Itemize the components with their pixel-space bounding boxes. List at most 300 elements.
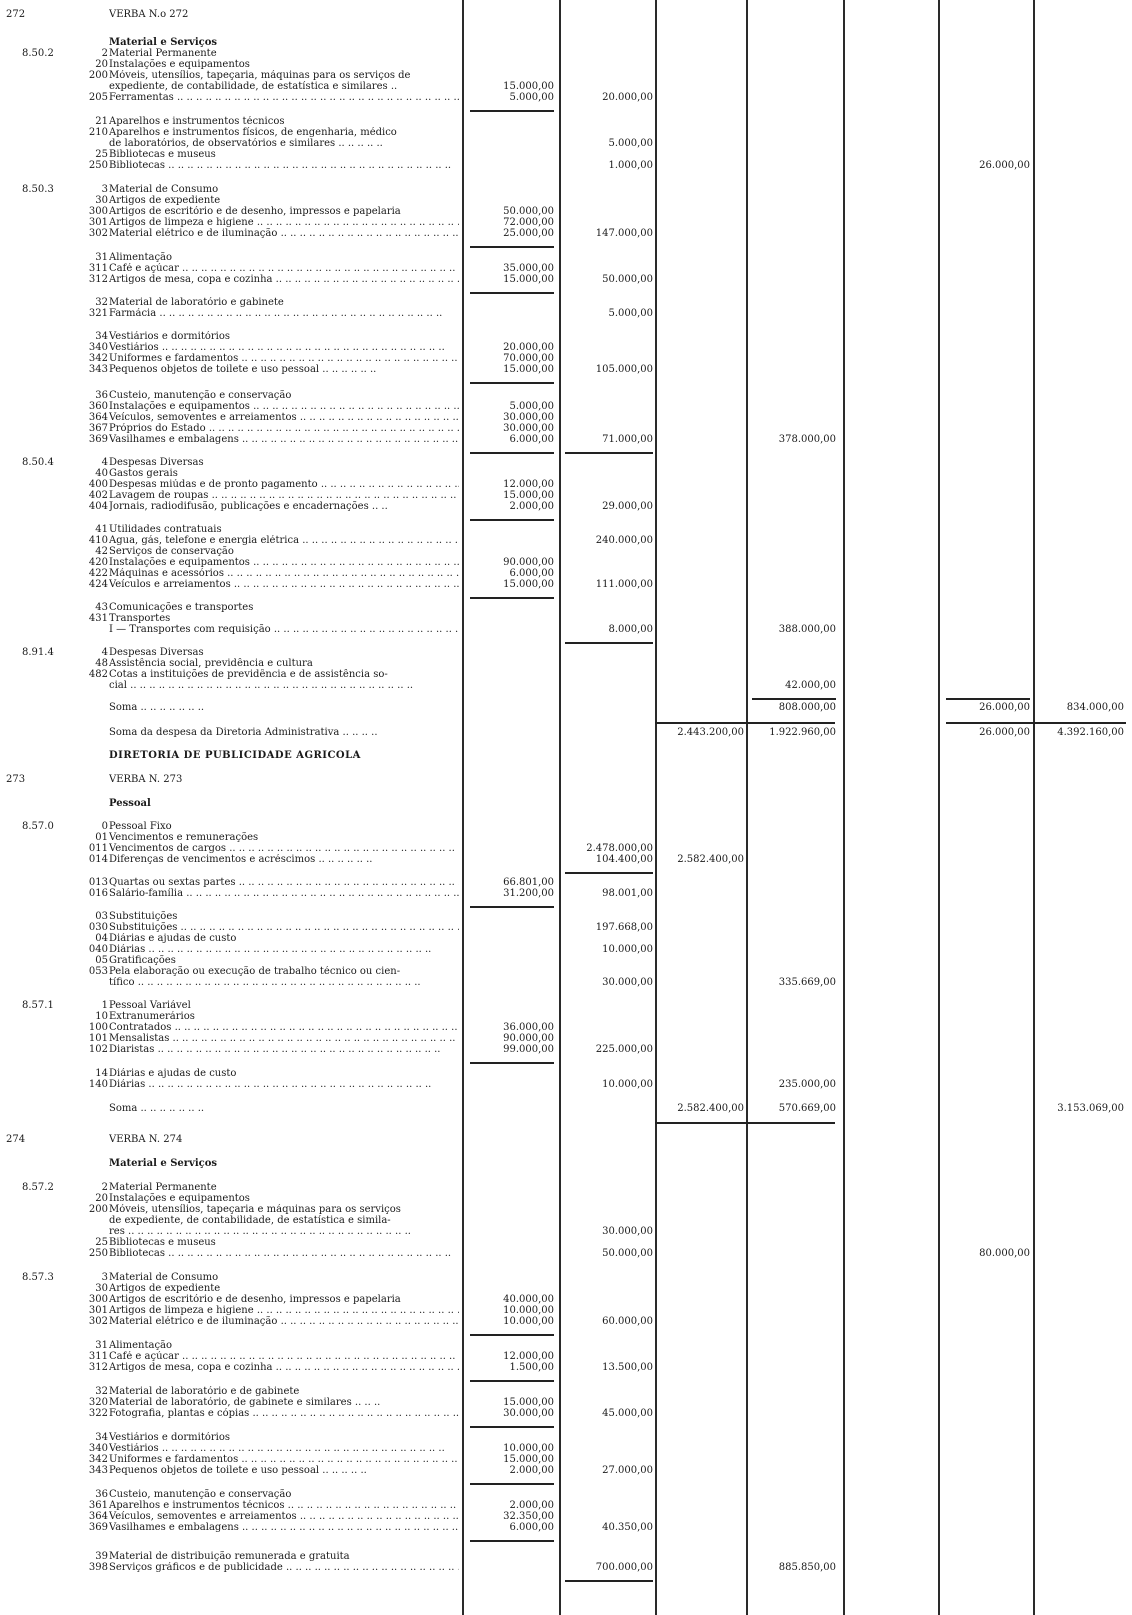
ledger-row xyxy=(0,798,1132,809)
total-rule xyxy=(946,722,1126,724)
subtotal-rule xyxy=(565,642,653,644)
amount-col-2: 8.000,00 xyxy=(608,624,653,635)
ledger-row xyxy=(0,843,1132,854)
ledger-row xyxy=(0,1351,1132,1362)
amount-col-2: 98.001,00 xyxy=(602,888,653,899)
subtotal-rule xyxy=(565,452,653,454)
element-code: 0 xyxy=(101,821,108,832)
ledger-row xyxy=(0,1465,1132,1476)
amount-col-6: 26.000,00 xyxy=(979,160,1030,171)
amount-col-1: 15.000,00 xyxy=(503,579,554,590)
ledger-row xyxy=(0,127,1132,138)
item-description: Veículos, semoventes e arreiamentos .. .. xyxy=(109,1511,459,1522)
amount-col-1: 2.000,00 xyxy=(509,1500,554,1511)
element-code: 2 xyxy=(101,1182,108,1193)
item-description: Alimentação xyxy=(109,1340,173,1351)
amount-col-2: 29.000,00 xyxy=(602,501,653,512)
ledger-row xyxy=(0,1386,1132,1397)
element-code: 01 xyxy=(95,832,108,843)
ledger-row xyxy=(0,680,1132,691)
ledger-row xyxy=(0,401,1132,412)
element-code: 053 xyxy=(88,966,108,977)
item-description: Aparelhos e instrumentos técnicos xyxy=(109,116,285,127)
element-code: 4 xyxy=(101,457,108,468)
subtotal-rule xyxy=(470,1062,554,1064)
ledger-row xyxy=(0,252,1132,263)
item-description: Material de laboratório e de gabinete xyxy=(109,1386,300,1397)
ledger-row xyxy=(0,1011,1132,1022)
item-description: Bibliotecas .. .. xyxy=(109,160,459,171)
amount-col-1: 15.000,00 xyxy=(503,1454,554,1465)
section-code: 8.57.1 xyxy=(22,1000,54,1011)
item-description: Artigos de limpeza e higiene .. .. xyxy=(109,217,459,228)
verba-number: 273 xyxy=(6,774,26,785)
item-description: Uniformes e fardamentos .. .. xyxy=(109,353,459,364)
element-code: 31 xyxy=(95,252,108,263)
amount-col-1: 30.000,00 xyxy=(503,423,554,434)
item-description: Serviços de conservação xyxy=(109,546,234,557)
element-code: 369 xyxy=(88,434,108,445)
element-code: 43 xyxy=(95,602,108,613)
amount-col-1: 15.000,00 xyxy=(503,1397,554,1408)
element-code: 05 xyxy=(95,955,108,966)
subtotal-rule xyxy=(946,698,1030,700)
item-description: Diaristas .. .. xyxy=(109,1044,459,1055)
item-description: Artigos de expediente xyxy=(109,1283,221,1294)
element-code: 1 xyxy=(101,1000,108,1011)
item-description: Diárias e ajudas de custo xyxy=(109,1068,237,1079)
ledger-row xyxy=(0,1489,1132,1500)
element-code: 03 xyxy=(95,911,108,922)
amount-col-4: 885.850,00 xyxy=(778,1562,836,1573)
element-code: 25 xyxy=(95,149,108,160)
item-description: Extranumerários xyxy=(109,1011,195,1022)
amount-col-4: 808.000,00 xyxy=(778,702,836,713)
item-description: Soma .. .. .. .. .. .. .. xyxy=(109,702,205,713)
element-code: 321 xyxy=(88,308,108,319)
element-code: 250 xyxy=(88,160,108,171)
item-description: Despesas Diversas xyxy=(109,457,204,468)
ledger-row xyxy=(0,602,1132,613)
ledger-row xyxy=(0,1305,1132,1316)
item-description: Cotas a instituições de previdência e de assistência so- xyxy=(109,669,388,680)
ledger-row xyxy=(0,1511,1132,1522)
ledger-row xyxy=(0,1340,1132,1351)
ledger-row xyxy=(0,1022,1132,1033)
amount-col-3: 2.582.400,00 xyxy=(677,854,744,865)
item-description: Material de laboratório e gabinete xyxy=(109,297,284,308)
subtotal-rule xyxy=(470,519,554,521)
item-description: Material de Consumo xyxy=(109,1272,219,1283)
amount-col-2: 10.000,00 xyxy=(602,1079,653,1090)
item-description: Vencimentos de cargos .. .. xyxy=(109,843,459,854)
element-code: 200 xyxy=(88,1204,108,1215)
amount-col-2: 30.000,00 xyxy=(602,1226,653,1237)
element-code: 4 xyxy=(101,647,108,658)
ledger-row xyxy=(0,579,1132,590)
element-code: 04 xyxy=(95,933,108,944)
subtotal-rule xyxy=(470,382,554,384)
element-code: 410 xyxy=(88,535,108,546)
element-code: 320 xyxy=(88,1397,108,1408)
amount-col-2: 700.000,00 xyxy=(595,1562,653,1573)
element-code: 342 xyxy=(88,353,108,364)
subtotal-rule xyxy=(470,292,554,294)
ledger-row xyxy=(0,479,1132,490)
element-code: 400 xyxy=(88,479,108,490)
amount-col-4: 335.669,00 xyxy=(778,977,836,988)
section-code: 8.91.4 xyxy=(22,647,54,658)
item-description: Alimentação xyxy=(109,252,173,263)
amount-col-2: 20.000,00 xyxy=(602,92,653,103)
amount-col-1: 6.000,00 xyxy=(509,434,554,445)
amount-col-1: 90.000,00 xyxy=(503,557,554,568)
ledger-row xyxy=(0,217,1132,228)
ledger-row xyxy=(0,1454,1132,1465)
amount-col-7: 4.392.160,00 xyxy=(1057,727,1124,738)
element-code: 361 xyxy=(88,1500,108,1511)
amount-col-2: 5.000,00 xyxy=(608,138,653,149)
item-description: Material Permanente xyxy=(109,48,217,59)
subtotal-rule xyxy=(470,906,554,908)
element-code: 431 xyxy=(88,613,108,624)
element-code: 41 xyxy=(95,524,108,535)
element-code: 31 xyxy=(95,1340,108,1351)
item-description: Despesas miúdas e de pronto pagamento .. .. xyxy=(109,479,459,490)
item-description: Pessoal Fixo xyxy=(109,821,172,832)
ledger-row xyxy=(0,274,1132,285)
ledger-row xyxy=(0,9,1132,20)
ledger-row xyxy=(0,1500,1132,1511)
amount-col-1: 5.000,00 xyxy=(509,92,554,103)
amount-col-1: 5.000,00 xyxy=(509,401,554,412)
ledger-row xyxy=(0,412,1132,423)
item-description: DIRETORIA DE PUBLICIDADE AGRÍCOLA xyxy=(109,750,361,761)
element-code: 343 xyxy=(88,1465,108,1476)
verba-number: 274 xyxy=(6,1134,26,1145)
item-description: Ferramentas .. .. xyxy=(109,92,459,103)
element-code: 322 xyxy=(88,1408,108,1419)
element-code: 011 xyxy=(88,843,108,854)
element-code: 302 xyxy=(88,228,108,239)
ledger-row xyxy=(0,1283,1132,1294)
item-description: Instalações e equipamentos .. .. xyxy=(109,401,459,412)
item-description: Diferenças de vencimentos e acréscimos .. .. .. .. .. .. xyxy=(109,854,373,865)
amount-col-3: 2.443.200,00 xyxy=(677,727,744,738)
element-code: 30 xyxy=(95,1283,108,1294)
amount-col-6: 26.000,00 xyxy=(979,727,1030,738)
amount-col-2: 147.000,00 xyxy=(595,228,653,239)
element-code: 42 xyxy=(95,546,108,557)
element-code: 101 xyxy=(88,1033,108,1044)
element-code: 39 xyxy=(95,1551,108,1562)
element-code: 10 xyxy=(95,1011,108,1022)
ledger-row xyxy=(0,1316,1132,1327)
amount-col-4: 378.000,00 xyxy=(778,434,836,445)
item-description: Artigos de mesa, copa e cozinha .. .. xyxy=(109,274,459,285)
element-code: 360 xyxy=(88,401,108,412)
ledger-row xyxy=(0,149,1132,160)
element-code: 014 xyxy=(88,854,108,865)
section-code: 8.50.4 xyxy=(22,457,54,468)
item-description: Café e açúcar .. .. xyxy=(109,263,459,274)
ledger-row xyxy=(0,658,1132,669)
item-description: Uniformes e fardamentos .. .. xyxy=(109,1454,459,1465)
item-description: Máquinas e acessórios .. .. xyxy=(109,568,459,579)
item-description: Soma .. .. .. .. .. .. .. xyxy=(109,1103,205,1114)
subtotal-rule xyxy=(470,1380,554,1382)
amount-col-4: 42.000,00 xyxy=(785,680,836,691)
ledger-row xyxy=(0,1443,1132,1454)
ledger-row xyxy=(0,37,1132,48)
item-description: Jornais, radiodifusão, publicações e encadernações .. .. xyxy=(109,501,388,512)
element-code: 302 xyxy=(88,1316,108,1327)
total-rule xyxy=(655,1122,835,1124)
ledger-row xyxy=(0,877,1132,888)
item-description: Utilidades contratuais xyxy=(109,524,222,535)
amount-col-1: 10.000,00 xyxy=(503,1316,554,1327)
subtotal-rule xyxy=(470,1426,554,1428)
ledger-row xyxy=(0,342,1132,353)
ledger-row xyxy=(0,1522,1132,1533)
amount-col-2: 50.000,00 xyxy=(602,274,653,285)
amount-col-4: 388.000,00 xyxy=(778,624,836,635)
amount-col-2: 50.000,00 xyxy=(602,1248,653,1259)
ledger-row xyxy=(0,944,1132,955)
ledger-row xyxy=(0,1079,1132,1090)
amount-col-2: 5.000,00 xyxy=(608,308,653,319)
amount-col-2: 71.000,00 xyxy=(602,434,653,445)
item-description: Fotografia, plantas e cópias .. .. xyxy=(109,1408,459,1419)
ledger-row xyxy=(0,1000,1132,1011)
ledger-row xyxy=(0,524,1132,535)
element-code: 312 xyxy=(88,1362,108,1373)
item-description: Lavagem de roupas .. .. xyxy=(109,490,459,501)
section-code: 8.57.3 xyxy=(22,1272,54,1283)
item-description: Vestiários .. .. xyxy=(109,1443,459,1454)
element-code: 100 xyxy=(88,1022,108,1033)
ledger-row xyxy=(0,1103,1132,1114)
subtotal-rule xyxy=(565,1580,653,1582)
ledger-row xyxy=(0,1182,1132,1193)
amount-col-1: 12.000,00 xyxy=(503,1351,554,1362)
element-code: 30 xyxy=(95,195,108,206)
amount-col-2: 60.000,00 xyxy=(602,1316,653,1327)
ledger-row xyxy=(0,832,1132,843)
section-code: 8.50.2 xyxy=(22,48,54,59)
ledger-row xyxy=(0,423,1132,434)
element-code: 040 xyxy=(88,944,108,955)
item-description: Assistência social, previdência e cultura xyxy=(109,658,313,669)
element-code: 364 xyxy=(88,1511,108,1522)
amount-col-6: 26.000,00 xyxy=(979,702,1030,713)
amount-col-1: 99.000,00 xyxy=(503,1044,554,1055)
item-description: Vestiários e dormitórios xyxy=(109,331,230,342)
item-description: Artigos de escritório e de desenho, impressos e papelaria xyxy=(109,206,401,217)
ledger-row xyxy=(0,750,1132,761)
subtotal-rule xyxy=(470,1483,554,1485)
element-code: 312 xyxy=(88,274,108,285)
item-description: de expediente, de contabilidade, de estatística e simila- xyxy=(109,1215,391,1226)
element-code: 21 xyxy=(95,116,108,127)
item-description: Instalações e equipamentos .. .. xyxy=(109,557,459,568)
amount-col-1: 12.000,00 xyxy=(503,479,554,490)
element-code: 34 xyxy=(95,1432,108,1443)
element-code: 364 xyxy=(88,412,108,423)
item-description: Próprios do Estado .. .. xyxy=(109,423,459,434)
amount-col-6: 80.000,00 xyxy=(979,1248,1030,1259)
item-description: Material elétrico e de iluminação .. .. xyxy=(109,1316,459,1327)
item-description: I — Transportes com requisição .. .. xyxy=(109,624,459,635)
item-description: Transportes xyxy=(109,613,171,624)
ledger-row xyxy=(0,911,1132,922)
element-code: 32 xyxy=(95,1386,108,1397)
item-description: Material Permanente xyxy=(109,1182,217,1193)
item-description: VERBA N. 273 xyxy=(109,774,183,785)
element-code: 420 xyxy=(88,557,108,568)
element-code: 300 xyxy=(88,1294,108,1305)
item-description: Instalações e equipamentos xyxy=(109,59,250,70)
ledger-row xyxy=(0,228,1132,239)
element-code: 343 xyxy=(88,364,108,375)
element-code: 340 xyxy=(88,342,108,353)
item-description: Mensalistas .. .. xyxy=(109,1033,459,1044)
amount-col-1: 15.000,00 xyxy=(503,364,554,375)
element-code: 404 xyxy=(88,501,108,512)
ledger-row xyxy=(0,308,1132,319)
element-code: 340 xyxy=(88,1443,108,1454)
item-description: Quartas ou sextas partes .. .. xyxy=(109,877,459,888)
element-code: 3 xyxy=(101,1272,108,1283)
ledger-row xyxy=(0,955,1132,966)
ledger-row xyxy=(0,434,1132,445)
element-code: 2 xyxy=(101,48,108,59)
amount-col-1: 10.000,00 xyxy=(503,1305,554,1316)
element-code: 40 xyxy=(95,468,108,479)
ledger-row xyxy=(0,70,1132,81)
amount-col-2: 45.000,00 xyxy=(602,1408,653,1419)
element-code: 36 xyxy=(95,390,108,401)
item-description: Café e açúcar .. .. xyxy=(109,1351,459,1362)
item-description: Diárias .. .. xyxy=(109,944,459,955)
subtotal-rule xyxy=(470,1540,554,1542)
ledger-row xyxy=(0,1237,1132,1248)
subtotal-rule xyxy=(470,1334,554,1336)
ledger-row xyxy=(0,821,1132,832)
amount-col-1: 15.000,00 xyxy=(503,81,554,92)
ledger-row xyxy=(0,922,1132,933)
element-code: 20 xyxy=(95,59,108,70)
item-description: Material de laboratório, de gabinete e similares .. .. .. xyxy=(109,1397,381,1408)
amount-col-2: 197.668,00 xyxy=(595,922,653,933)
item-description: Aparelhos e instrumentos técnicos .. .. xyxy=(109,1500,459,1511)
section-code: 8.50.3 xyxy=(22,184,54,195)
element-code: 36 xyxy=(95,1489,108,1500)
ledger-row xyxy=(0,160,1132,171)
ledger-row xyxy=(0,353,1132,364)
ledger-row xyxy=(0,1204,1132,1215)
amount-col-2: 104.400,00 xyxy=(595,854,653,865)
item-description: Diárias .. .. xyxy=(109,1079,459,1090)
subtotal-rule xyxy=(470,246,554,248)
item-description: Substituições xyxy=(109,911,178,922)
ledger-row xyxy=(0,933,1132,944)
amount-col-2: 10.000,00 xyxy=(602,944,653,955)
item-description: res .. .. xyxy=(109,1226,459,1237)
ledger-row xyxy=(0,888,1132,899)
item-description: Artigos de expediente xyxy=(109,195,221,206)
item-description: Vasilhames e embalagens .. .. xyxy=(109,434,459,445)
element-code: 398 xyxy=(88,1562,108,1573)
ledger-row xyxy=(0,966,1132,977)
ledger-row xyxy=(0,702,1132,713)
ledger-row xyxy=(0,854,1132,865)
ledger-row xyxy=(0,195,1132,206)
ledger-row xyxy=(0,206,1132,217)
element-code: 482 xyxy=(88,669,108,680)
ledger-row xyxy=(0,1432,1132,1443)
item-description: Pessoal Variável xyxy=(109,1000,191,1011)
ledger-row xyxy=(0,1226,1132,1237)
ledger-row xyxy=(0,535,1132,546)
ledger-row xyxy=(0,1068,1132,1079)
ledger-row xyxy=(0,457,1132,468)
element-code: 013 xyxy=(88,877,108,888)
ledger-row xyxy=(0,557,1132,568)
element-code: 311 xyxy=(88,263,108,274)
item-description: Salário-família .. .. xyxy=(109,888,459,899)
ledger-row xyxy=(0,1134,1132,1145)
ledger-row xyxy=(0,669,1132,680)
ledger-row xyxy=(0,92,1132,103)
ledger-row xyxy=(0,390,1132,401)
ledger-row xyxy=(0,59,1132,70)
item-description: expediente, de contabilidade, de estatística e similares .. xyxy=(109,81,398,92)
item-description: Vestiários .. .. xyxy=(109,342,459,353)
item-description: VERBA N. 274 xyxy=(109,1134,183,1145)
amount-col-2: 30.000,00 xyxy=(602,977,653,988)
amount-col-1: 10.000,00 xyxy=(503,1443,554,1454)
ledger-row xyxy=(0,546,1132,557)
item-description: Bibliotecas e museus xyxy=(109,1237,216,1248)
ledger-row xyxy=(0,727,1132,738)
item-description: Artigos de mesa, copa e cozinha .. .. xyxy=(109,1362,459,1373)
ledger-row xyxy=(0,624,1132,635)
item-description: Vasilhames e embalagens .. .. xyxy=(109,1522,459,1533)
amount-col-2: 105.000,00 xyxy=(595,364,653,375)
item-description: Gratificações xyxy=(109,955,176,966)
element-code: 402 xyxy=(88,490,108,501)
element-code: 367 xyxy=(88,423,108,434)
item-description: Comunicações e transportes xyxy=(109,602,254,613)
ledger-row xyxy=(0,116,1132,127)
amount-col-1: 35.000,00 xyxy=(503,263,554,274)
amount-col-1: 6.000,00 xyxy=(509,568,554,579)
ledger-row xyxy=(0,81,1132,92)
amount-col-1: 2.000,00 xyxy=(509,1465,554,1476)
item-description: Material de distribuição remunerada e gratuita xyxy=(109,1551,350,1562)
item-description: Farmácia .. .. xyxy=(109,308,459,319)
item-description: Contratados .. .. xyxy=(109,1022,459,1033)
item-description: Pessoal xyxy=(109,798,151,809)
ledger-row xyxy=(0,297,1132,308)
amount-col-1: 32.350,00 xyxy=(503,1511,554,1522)
amount-col-4: 1.922.960,00 xyxy=(769,727,836,738)
item-description: cial .. .. xyxy=(109,680,459,691)
element-code: 34 xyxy=(95,331,108,342)
ledger-row xyxy=(0,1551,1132,1562)
item-description: Diárias e ajudas de custo xyxy=(109,933,237,944)
